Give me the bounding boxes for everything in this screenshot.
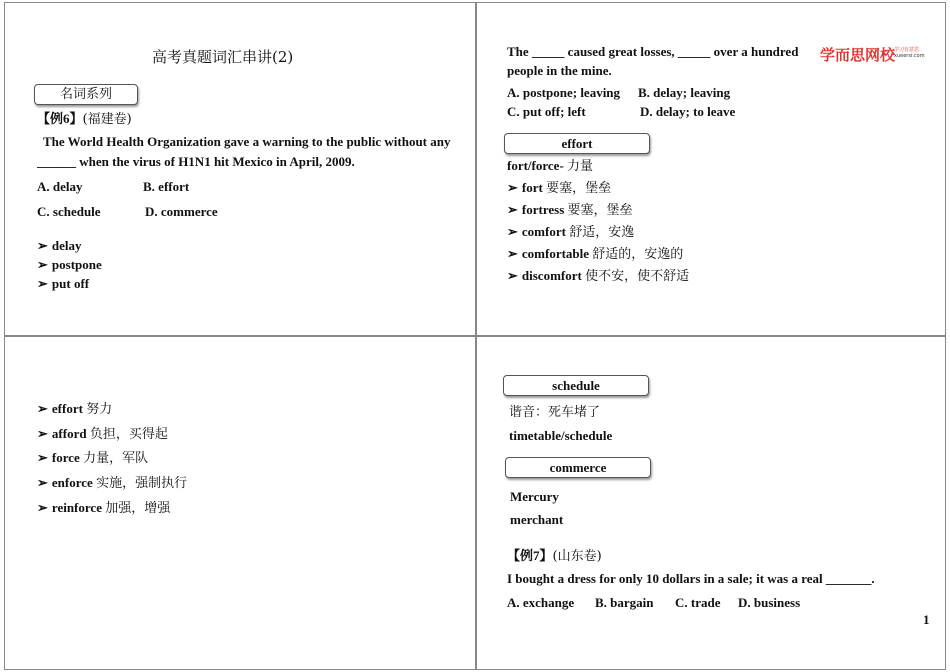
arrow-bullet-icon: ➢ — [507, 202, 518, 217]
question-line-1: The _____ caused great losses, _____ over a hundred — [507, 44, 799, 59]
root-line: fort/force- 力量 — [507, 158, 594, 174]
example-source: (福建卷) — [82, 112, 132, 127]
question-line-2: people in the mine. — [507, 63, 612, 78]
page-number: 1 — [923, 612, 930, 627]
option-c: C. put off; left — [507, 104, 586, 119]
arrow-bullet-icon: ➢ — [37, 475, 48, 490]
logo-slogan: 学习有意思 — [894, 47, 920, 53]
option-a: A. exchange — [507, 595, 575, 610]
list-item: ➢ fortress 要塞，堡垒 — [507, 202, 633, 218]
example-source: (山东卷) — [552, 549, 602, 564]
question-line-1: The World Health Organization gave a warning to the public without any — [43, 134, 451, 149]
section-label-nouns: 名词系列 — [34, 84, 138, 105]
arrow-bullet-icon: ➢ — [37, 450, 48, 465]
arrow-bullet-icon: ➢ — [37, 500, 48, 515]
option-b: B. effort — [143, 179, 190, 194]
option-d: D. delay; to leave — [640, 104, 736, 119]
list-item: ➢ effort 努力 — [37, 401, 113, 417]
option-a: A. postpone; leaving — [507, 85, 621, 100]
list-item: ➢ comfortable 舒适的，安逸的 — [507, 246, 684, 262]
arrow-bullet-icon: ➢ — [37, 276, 48, 291]
arrow-bullet-icon: ➢ — [507, 224, 518, 239]
arrow-bullet-icon: ➢ — [507, 180, 518, 195]
arrow-bullet-icon: ➢ — [37, 426, 48, 441]
arrow-bullet-icon: ➢ — [507, 246, 518, 261]
logo-url: xueersi.com — [894, 53, 925, 59]
list-item: ➢ put off — [37, 276, 90, 291]
list-item: ➢ postpone — [37, 257, 102, 272]
mercury-text: Mercury — [510, 489, 559, 504]
slide-title: 高考真题词汇串讲(2) — [152, 48, 294, 66]
list-item: ➢ discomfort 使不安，使不舒适 — [507, 268, 690, 284]
list-item: ➢ fort 要塞，堡垒 — [507, 180, 612, 196]
option-b: B. delay; leaving — [638, 85, 731, 100]
option-d: D. commerce — [145, 204, 218, 219]
list-item: ➢ enforce 实施，强制执行 — [37, 475, 188, 491]
list-item: ➢ force 力量，军队 — [37, 450, 149, 466]
option-c: C. schedule — [37, 204, 101, 219]
list-item: ➢ reinforce 加强，增强 — [37, 500, 171, 516]
homophone-note: 谐音：死车堵了 — [509, 405, 601, 420]
example-6-header — [37, 111, 132, 128]
arrow-bullet-icon: ➢ — [37, 401, 48, 416]
list-item: ➢ comfort 舒适，安逸 — [507, 224, 635, 240]
question-line: I bought a dress for only 10 dollars in a sale; it was a real _______. — [507, 571, 875, 586]
section-label-commerce: commerce — [505, 457, 651, 478]
list-item: ➢ afford 负担，买得起 — [37, 426, 168, 442]
list-item: ➢ delay — [37, 238, 82, 253]
merchant-text: merchant — [510, 512, 564, 527]
arrow-bullet-icon: ➢ — [37, 257, 48, 272]
example-7-header — [507, 548, 602, 565]
xueersi-logo — [820, 44, 925, 65]
option-a: A. delay — [37, 179, 83, 194]
logo-text: 学而思网校 — [820, 46, 896, 64]
option-b: B. bargain — [595, 595, 654, 610]
option-c: C. trade — [675, 595, 721, 610]
arrow-bullet-icon: ➢ — [507, 268, 518, 283]
timetable-text: timetable/schedule — [509, 428, 613, 443]
option-d: D. business — [738, 595, 801, 610]
section-label-effort: effort — [504, 133, 650, 154]
section-label-schedule: schedule — [503, 375, 649, 396]
example-tag: 【例7】 — [507, 548, 553, 563]
example-tag: 【例6】 — [37, 111, 83, 126]
arrow-bullet-icon: ➢ — [37, 238, 48, 253]
question-line-2: ______ when the virus of H1N1 hit Mexico in April, 2009. — [37, 154, 355, 169]
